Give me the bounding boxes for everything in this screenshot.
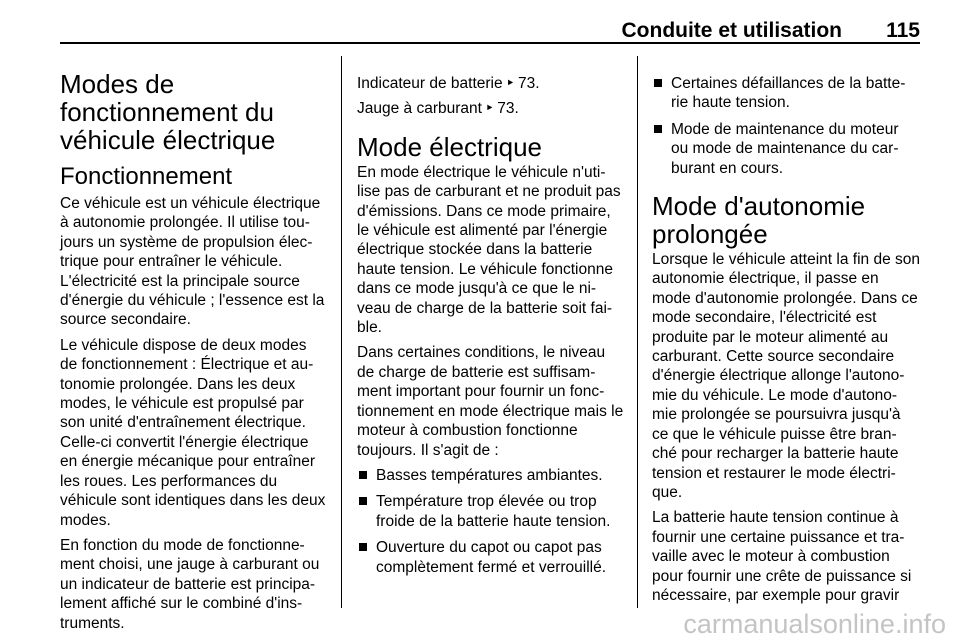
list-item bbox=[652, 74, 920, 113]
paragraph: La batterie haute tension continue à fournir une certaine puissance et tra-vaille avec le moteur à combustion pour fournir une crête de puissance si nécessaire, par exemple pour gravir bbox=[652, 509, 912, 604]
section-heading-mode-autonomie: Mode d'autonomie prolongée bbox=[652, 191, 866, 250]
square-bullet-icon bbox=[654, 79, 662, 87]
list-item bbox=[357, 466, 625, 485]
column-divider-1 bbox=[341, 56, 342, 608]
list-item bbox=[357, 492, 625, 531]
paragraph: Lorsque le véhicule atteint la fin de son autonomie électrique, il passe en mode d'autonomie prolongée. Dans ce mode secondaire, l'électricité est produite par le moteur alimenté au carburant. Cette source secondaire d'énergie électrique allonge l'autono-mie du véhicule. Le mode d'autono-mie prolongée se poursuivra jusqu'à ce que le véhicule puisse être bran-ché pour recharger la batterie haute tension et restaurer le mode électri-que. bbox=[652, 251, 920, 501]
header-title: Conduite et utilisation bbox=[621, 19, 842, 42]
section-heading-mode-electrique: Mode électrique bbox=[357, 131, 542, 162]
list-item-text: Mode de maintenance du moteur ou mode de maintenance du car-burant en cours. bbox=[671, 120, 899, 177]
bullet-list bbox=[652, 74, 920, 178]
paragraph: Le véhicule dispose de deux modes de fonctionnement : Électrique et au-tonomie prolongée. Dans les deux modes, le véhicule est propulsé par son unité d'entraînement électrique. Celle-ci convertit l'énergie électrique en énergie mécanique pour entraîner les roues. Les performances du véhicule sont identiques dans les deux modes. bbox=[60, 336, 326, 529]
list-item bbox=[357, 538, 625, 577]
column-divider-2 bbox=[637, 56, 638, 608]
column-1 bbox=[60, 70, 326, 639]
watermark: carmanualsonline.info bbox=[683, 609, 946, 639]
square-bullet-icon bbox=[359, 543, 367, 551]
list-item-text: Certaines défaillances de la batte-rie haute tension. bbox=[671, 75, 906, 112]
bullet-list bbox=[357, 466, 625, 577]
list-item-text: Ouverture du capot ou capot pas complètement fermé et verrouillé. bbox=[376, 539, 607, 576]
paragraph: Ce véhicule est un véhicule électrique à autonomie prolongée. Il utilise tou-jours un système de propulsion élec-trique pour entraîner le véhicule. L'électricité est la principale source d'énergie du véhicule ; l'essence est la source secondaire. bbox=[60, 195, 325, 329]
list-item bbox=[652, 120, 920, 178]
section-heading-modes: Modes de fonctionnement du véhicule électrique bbox=[60, 69, 276, 155]
square-bullet-icon bbox=[359, 497, 367, 505]
column-3 bbox=[652, 74, 920, 611]
cross-reference-link[interactable]: Jauge à carburant ‣ 73. bbox=[357, 100, 519, 118]
page-number: 115 bbox=[886, 19, 920, 42]
cross-reference-link[interactable]: Indicateur de batterie ‣ 73. bbox=[357, 75, 540, 92]
list-item-text: Basses températures ambiantes. bbox=[376, 466, 603, 484]
column-2 bbox=[357, 74, 625, 584]
paragraph: En mode électrique le véhicule n'uti-lise pas de carburant et ne produit pas d'émissions. Dans ce mode primaire, le véhicule est alimenté par l'énergie électrique stockée dans la batterie haute tension. Le véhicule fonctionne dans ce mode jusqu'à ce que le ni-veau de charge de la batterie soit fai-ble. bbox=[357, 163, 621, 337]
header-rule bbox=[60, 42, 920, 44]
square-bullet-icon bbox=[654, 125, 662, 133]
paragraph: En fonction du mode de fonctionne-ment choisi, une jauge à carburant ou un indicateur de batterie est principa-lement affiché sur le combiné d'ins-truments. bbox=[60, 536, 320, 632]
square-bullet-icon bbox=[359, 471, 367, 479]
list-item-text: Température trop élevée ou trop froide de la batterie haute tension. bbox=[376, 493, 611, 530]
paragraph: Dans certaines conditions, le niveau de charge de batterie est suffisam-ment important pour fournir un fonc-tionnement en mode électrique mais le moteur à combustion fonctionne toujours. Il s'agit de : bbox=[357, 344, 624, 459]
subheading-fonctionnement: Fonctionnement bbox=[60, 163, 233, 190]
